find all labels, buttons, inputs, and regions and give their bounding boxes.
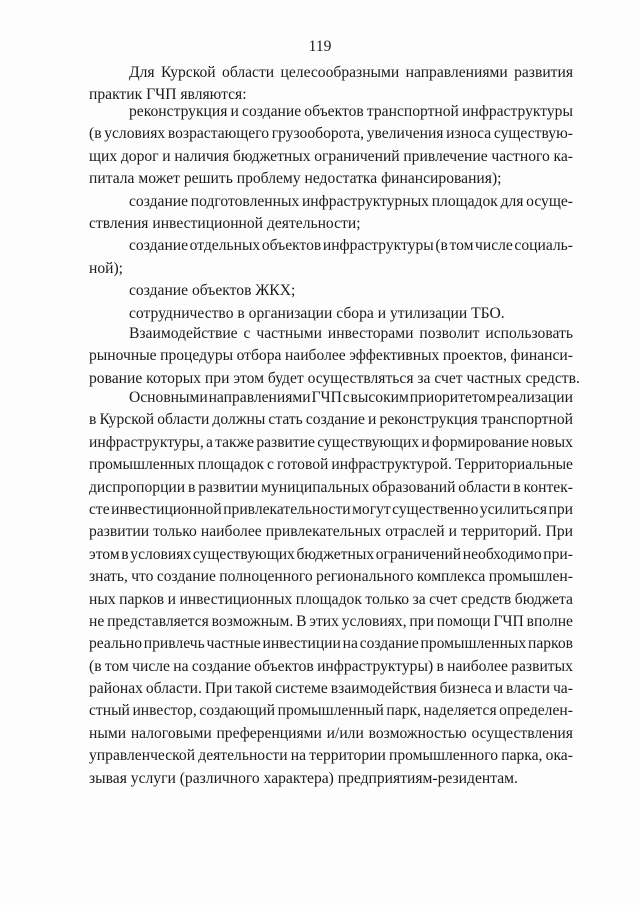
list-item-line: питала может решить проблему недостатка финансирования); <box>89 170 502 188</box>
text-line: инфраструктуры, а также развитие существующих и формирование новых <box>89 433 573 451</box>
text-line: этом в условиях существующих бюджетных ограничений необходимо при- <box>89 545 573 563</box>
text-line: стный инвестор, создающий промышленный парк, наделяется определен- <box>89 702 573 720</box>
page-number: 119 <box>308 38 332 55</box>
list-item-line: ной); <box>89 259 124 277</box>
text-line: Взаимодействие с частными инвесторами позволит использовать <box>129 325 573 342</box>
list-item-line: сотрудничество в организации сбора и утилизации ТБО. <box>129 304 505 322</box>
text-line: не представляется возможным. В этих условиях, при помощи ГЧП вполне <box>89 612 573 630</box>
text-line: рование которых при этом будет осуществляться за счет частных средств. <box>89 369 580 387</box>
list-item-line: создание объектов ЖКХ; <box>129 282 296 300</box>
text-line: Основными направлениями ГЧП с высоким приоритетом реализации <box>129 389 573 406</box>
text-line: (в том числе на создание объектов инфраструктуры) в наиболее развитых <box>89 657 573 675</box>
directions-list <box>89 101 573 325</box>
text-line: развитии только наиболее привлекательных отраслей и территорий. При <box>89 523 573 541</box>
list-item-line: создание подготовленных инфраструктурных площадок для осуще- <box>129 192 573 210</box>
text-line: практик ГЧП являются: <box>89 86 247 104</box>
text-line: промышленных площадок с готовой инфраструктурой. Территориальные <box>89 456 573 474</box>
text-line: районах области. При такой системе взаимодействия бизнеса и власти ча- <box>89 680 573 698</box>
list-item-line: реконструкция и создание объектов транспортной инфраструктуры <box>129 103 573 120</box>
text-line: ных парков и инвестиционных площадок только за счет средств бюджета <box>89 590 573 608</box>
text-line: в Курской области должны стать создание и реконструкция транспортной <box>89 411 573 429</box>
text-line: реально привлечь частные инвестиции на создание промышленных парков <box>89 635 573 653</box>
list-item-line: ствления инвестиционной деятельности; <box>89 214 361 232</box>
text-line: Для Курской области целесообразными направлениями развития <box>129 64 573 81</box>
text-line: сте инвестиционной привлекательности могут существенно усилиться при <box>89 500 573 518</box>
main-directions-paragraph <box>89 387 573 790</box>
investors-paragraph <box>89 323 580 390</box>
list-item-line: (в условиях возрастающего грузооборота, увеличения износа существую- <box>89 125 573 143</box>
text-line: диспропорции в развитии муниципальных образований области в контек- <box>89 478 573 496</box>
text-line: ными налоговыми преференциями и/или возможностью осуществления <box>89 724 573 742</box>
text-line: зывая услуги (различного характера) предприятиям-резидентам. <box>89 769 518 787</box>
text-line: рыночные процедуры отбора наиболее эффективных проектов, финанси- <box>89 347 573 365</box>
text-line: управленческой деятельности на территории промышленного парка, ока- <box>89 747 573 765</box>
text-line: знать, что создание полноценного регионального комплекса промышлен- <box>89 568 573 586</box>
list-item-line: щих дорог и наличия бюджетных ограничений привлечение частного ка- <box>89 147 573 165</box>
list-item-line: создание отдельных объектов инфраструктуры (в том числе социаль- <box>129 237 573 255</box>
